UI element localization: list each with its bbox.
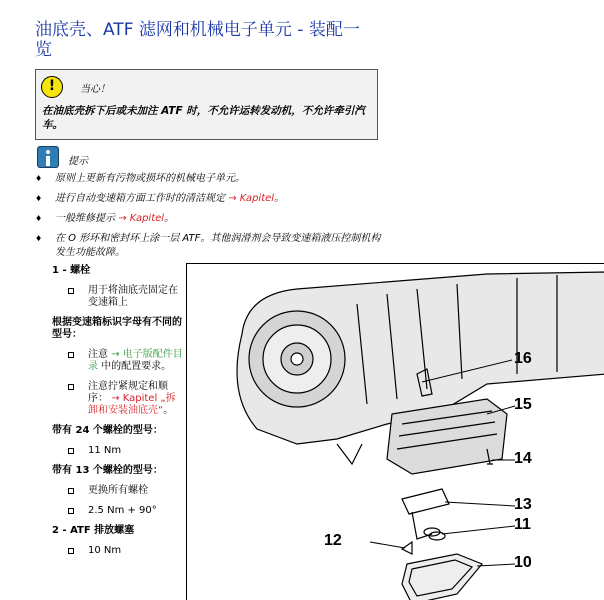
transmission-illustration — [187, 264, 604, 600]
part-subheading: 根据变速箱标识字母有不同的型号： — [52, 317, 182, 340]
part-detail: 11 Nm — [52, 445, 185, 457]
callout-10: 10 — [514, 554, 532, 571]
caution-box — [35, 69, 378, 140]
callout-16: 16 — [514, 350, 532, 367]
callout-15: 15 — [514, 396, 532, 413]
list-item: ♦ 一般维修提示 → Kapitel。 — [35, 212, 385, 226]
callout-13: 13 — [514, 496, 532, 513]
kapitel-link[interactable]: → Kapitel „拆卸和安装油底壳“ — [88, 393, 176, 416]
part-subheading: 带有 24 个螺栓的型号： — [52, 425, 163, 436]
part-heading: 2 - ATF 排放螺塞 — [52, 525, 135, 536]
kapitel-link[interactable]: → Kapitel — [228, 193, 275, 204]
info-icon — [37, 146, 59, 168]
part-detail: 2.5 Nm + 90° — [52, 505, 185, 517]
callout-12: 12 — [324, 532, 342, 549]
callout-11: 11 — [514, 516, 531, 533]
kapitel-link[interactable]: → Kapitel — [118, 213, 165, 224]
list-item: ♦ 进行自动变速箱方面工作时的清洁规定 → Kapitel。 — [35, 192, 385, 206]
note-list — [35, 172, 385, 266]
part-detail: 用于将油底壳固定在变速箱上 — [52, 285, 185, 309]
note-title: 提示 — [68, 156, 88, 167]
list-item: ♦ 原则上更新有污物或损坏的机械电子单元。 — [35, 172, 385, 186]
part-detail: 10 Nm — [52, 545, 185, 557]
part-detail: 更换所有螺栓 — [52, 485, 185, 497]
parts-catalog-link[interactable]: → 电子版配件目录 — [88, 349, 183, 372]
caution-text: 在油底壳拆下后或未加注 ATF 时，不允许运转发动机，不允许牵引汽车。 — [42, 105, 365, 131]
part-detail: 注意拧紧规定和顺序： → Kapitel „拆卸和安装油底壳“。 — [52, 381, 185, 417]
part-detail: 注意 → 电子版配件目录 中的配置要求。 — [52, 349, 185, 373]
part-subheading: 带有 13 个螺栓的型号： — [52, 465, 163, 476]
list-item: ♦ 在 O 形环和密封环上涂一层 ATF。其他润滑剂会导致变速箱液压控制机构发生功能故障。 — [35, 232, 385, 260]
caution-title: 当心！ — [80, 84, 110, 95]
part-heading: 1 - 螺栓 — [52, 265, 91, 276]
exclamation-icon: ! — [41, 76, 63, 98]
parts-list — [52, 265, 185, 565]
exploded-view-figure — [186, 263, 604, 600]
callout-14: 14 — [514, 450, 532, 467]
page-title: 油底壳、ATF 滤网和机械电子单元 - 装配一览 — [35, 20, 360, 60]
